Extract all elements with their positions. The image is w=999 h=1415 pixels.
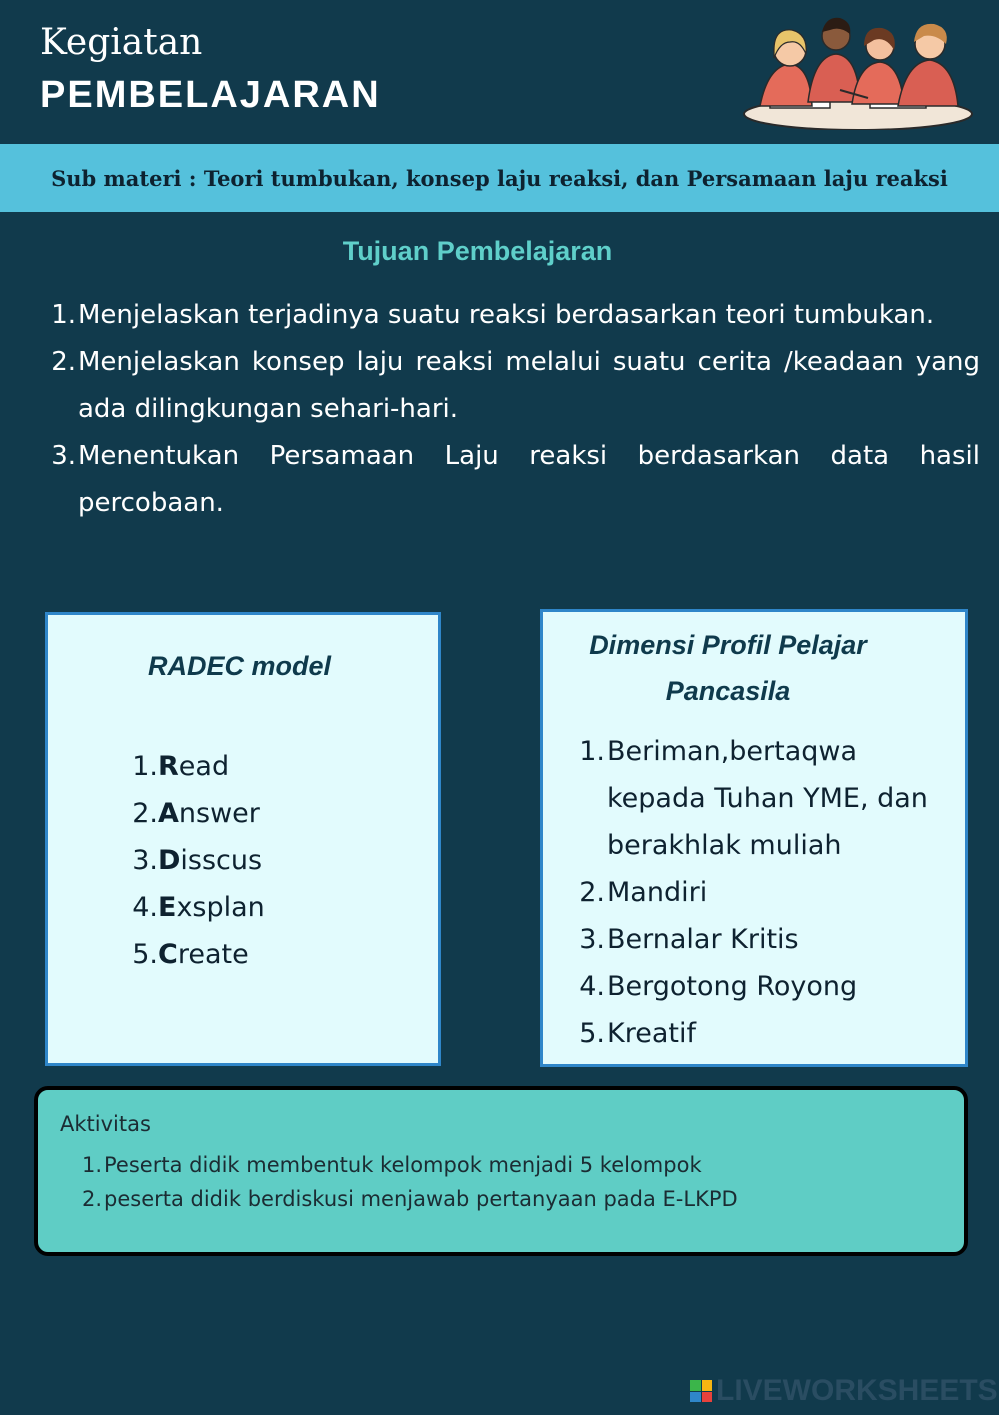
aktivitas-title: Aktivitas bbox=[60, 1112, 151, 1136]
item-rest: reate bbox=[177, 939, 249, 970]
item-text: Peserta didik membentuk kelompok menjadi 5 kelompok bbox=[104, 1153, 702, 1177]
header-kegiatan: Kegiatan bbox=[40, 22, 203, 63]
item-number: 4. bbox=[132, 892, 158, 923]
liveworksheets-watermark bbox=[690, 1374, 998, 1408]
list-item bbox=[569, 1010, 959, 1057]
profil-title-line1: Dimensi Profil Pelajar bbox=[589, 630, 867, 660]
item-number: 5. bbox=[132, 939, 158, 970]
header-pembelajaran: PEMBELAJARAN bbox=[40, 74, 381, 116]
tujuan-title: Tujuan Pembelajaran bbox=[342, 236, 613, 266]
aktivitas-list bbox=[74, 1148, 738, 1216]
liveworksheets-logo-icon bbox=[690, 1380, 712, 1402]
list-item bbox=[114, 790, 265, 837]
item-rest: xsplan bbox=[176, 892, 265, 923]
item-initial: R bbox=[158, 751, 179, 782]
profil-list bbox=[569, 728, 959, 1057]
item-text: peserta didik berdiskusi menjawab pertanyaan pada E-LKPD bbox=[104, 1187, 738, 1211]
list-item bbox=[114, 931, 265, 978]
list-item bbox=[44, 339, 980, 433]
item-rest: ead bbox=[178, 751, 230, 782]
list-item bbox=[114, 743, 265, 790]
list-item bbox=[569, 728, 959, 869]
radec-box bbox=[45, 612, 441, 1066]
profil-title bbox=[543, 622, 913, 714]
item-number: 1. bbox=[579, 736, 605, 767]
list-item bbox=[44, 433, 980, 527]
item-number: 5. bbox=[579, 1018, 605, 1049]
item-rest: isscus bbox=[180, 845, 263, 876]
item-text: Bernalar Kritis bbox=[607, 924, 799, 955]
item-text: Menentukan Persamaan Laju reaksi berdasarkan data hasil percobaan. bbox=[78, 441, 980, 518]
item-number: 1. bbox=[81, 1153, 102, 1177]
sub-materi-banner bbox=[0, 144, 999, 212]
list-item bbox=[569, 963, 959, 1010]
radec-title: RADEC model bbox=[148, 651, 332, 681]
students-studying-illustration bbox=[740, 6, 976, 130]
item-number: 2. bbox=[579, 877, 605, 908]
item-number: 3. bbox=[579, 924, 605, 955]
item-initial: C bbox=[158, 939, 178, 970]
aktivitas-box bbox=[34, 1086, 968, 1256]
item-initial: A bbox=[158, 798, 179, 829]
item-number: 2. bbox=[51, 347, 76, 377]
list-item bbox=[569, 869, 959, 916]
sub-materi-text: Sub materi : Teori tumbukan, konsep laju reaksi, dan Persamaan laju reaksi bbox=[51, 165, 948, 191]
item-initial: D bbox=[158, 845, 181, 876]
profil-box bbox=[540, 609, 968, 1067]
item-initial: E bbox=[158, 892, 177, 923]
list-item bbox=[114, 837, 265, 884]
list-item bbox=[114, 884, 265, 931]
item-number: 2. bbox=[132, 798, 158, 829]
item-text: Menjelaskan terjadinya suatu reaksi berdasarkan teori tumbukan. bbox=[78, 300, 935, 330]
list-item bbox=[74, 1182, 738, 1216]
item-text: Mandiri bbox=[607, 877, 708, 908]
item-number: 3. bbox=[51, 441, 76, 471]
list-item bbox=[569, 916, 959, 963]
item-number: 2. bbox=[81, 1187, 102, 1211]
profil-title-line2: Pancasila bbox=[665, 676, 791, 706]
radec-list bbox=[114, 743, 265, 978]
item-rest: nswer bbox=[178, 798, 260, 829]
list-item bbox=[74, 1148, 738, 1182]
list-item bbox=[44, 292, 980, 339]
item-text: Bergotong Royong bbox=[607, 971, 858, 1002]
item-number: 4. bbox=[579, 971, 605, 1002]
item-text: Kreatif bbox=[607, 1018, 696, 1049]
item-number: 1. bbox=[51, 300, 76, 330]
tujuan-list bbox=[44, 292, 980, 527]
item-text: Menjelaskan konsep laju reaksi melalui suatu cerita /keadaan yang ada dilingkungan sehari-hari. bbox=[78, 347, 980, 424]
item-number: 3. bbox=[132, 845, 158, 876]
watermark-text: LIVEWORKSHEETS bbox=[716, 1374, 998, 1407]
item-text: Beriman,bertaqwa kepada Tuhan YME, dan berakhlak muliah bbox=[607, 736, 928, 861]
item-number: 1. bbox=[132, 751, 158, 782]
